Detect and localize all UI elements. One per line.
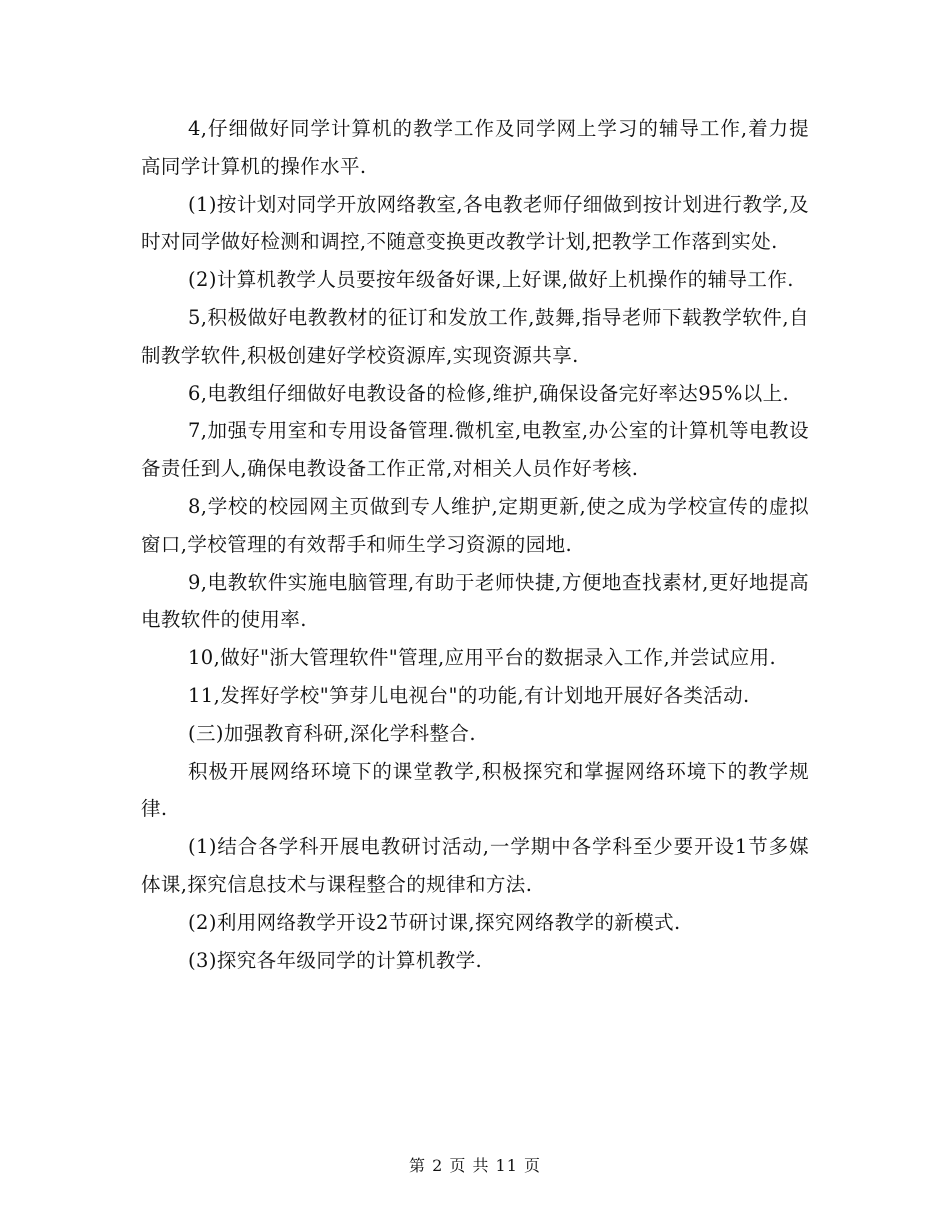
paragraph-subitem-2: (2)计算机教学人员要按年级备好课,上好课,做好上机操作的辅导工作.: [188, 268, 794, 292]
paragraph-subitem-1: (1)按计划对同学开放网络教室,各电教老师仔细做到按计划进行教学,及时对同学做好检测和调控,不随意变换更改教学计划,把教学工作落到实处.: [141, 192, 809, 254]
paragraph-item-6: 6,电教组仔细做好电教设备的检修,维护,确保设备完好率达95%以上.: [188, 381, 790, 405]
section-heading: (三)加强教育科研,深化学科整合.: [188, 721, 476, 745]
section-intro: 积极开展网络环境下的课堂教学,积极探究和掌握网络环境下的教学规律.: [141, 759, 809, 821]
paragraph-item-9: 9,电教软件实施电脑管理,有助于老师快捷,方便地查找素材,更好地提高电教软件的使用率.: [141, 570, 809, 632]
document-body: [141, 110, 809, 979]
paragraph-item-10: 10,做好"浙大管理软件"管理,应用平台的数据录入工作,并尝试应用.: [188, 646, 777, 670]
paragraph-research-1: (1)结合各学科开展电教研讨活动,一学期中各学科至少要开设1节多媒体课,探究信息技术与课程整合的规律和方法.: [141, 835, 809, 896]
paragraph-item-7: 7,加强专用室和专用设备管理.微机室,电教室,办公室的计算机等电教设备责任到人,确保电教设备工作正常,对相关人员作好考核.: [141, 419, 809, 481]
paragraph-research-2: (2)利用网络教学开设2节研讨课,探究网络教学的新模式.: [188, 910, 681, 934]
paragraph-item-11: 11,发挥好学校"笋芽儿电视台"的功能,有计划地开展好各类活动.: [188, 683, 750, 707]
page-number-footer: 第 2 页 共 11 页: [409, 1156, 541, 1175]
paragraph-item-4: 4,仔细做好同学计算机的教学工作及同学网上学习的辅导工作,着力提高同学计算机的操作水平.: [141, 117, 809, 178]
paragraph-item-8: 8,学校的校园网主页做到专人维护,定期更新,使之成为学校宣传的虚拟窗口,学校管理的有效帮手和师生学习资源的园地.: [141, 494, 809, 556]
paragraph-research-3: (3)探究各年级同学的计算机教学.: [188, 948, 483, 972]
paragraph-item-5: 5,积极做好电教教材的征订和发放工作,鼓舞,指导老师下载教学软件,自制教学软件,积极创建好学校资源库,实现资源共享.: [141, 305, 809, 367]
